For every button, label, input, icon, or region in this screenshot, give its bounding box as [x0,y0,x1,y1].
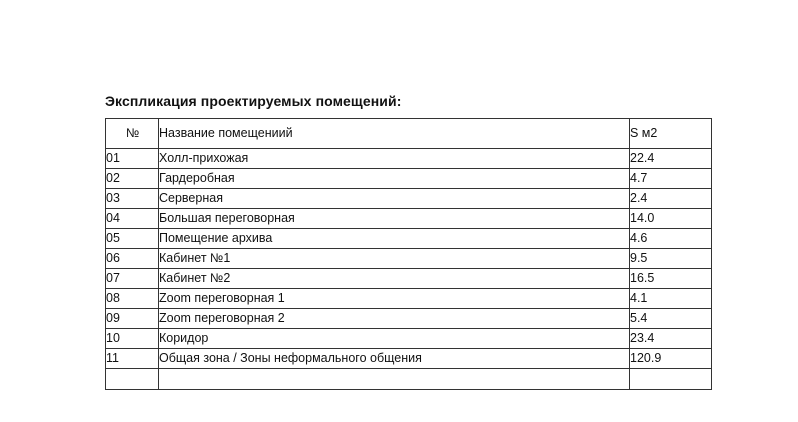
room-name: Коридор [159,329,630,349]
table-row [106,149,712,169]
room-area: 120.9 [630,349,712,369]
room-name: Общая зона / Зоны неформального общения [159,349,630,369]
room-area: 16.5 [630,269,712,289]
room-number: 03 [106,189,159,209]
table-row [106,189,712,209]
room-number: 09 [106,309,159,329]
room-name: Большая переговорная [159,209,630,229]
room-name [159,369,630,390]
table-row [106,309,712,329]
table-header-row [106,119,712,149]
document-title: Экспликация проектируемых помещений: [105,93,402,109]
room-name: Серверная [159,189,630,209]
room-name: Холл-прихожая [159,149,630,169]
room-name: Кабинет №1 [159,249,630,269]
room-number: 05 [106,229,159,249]
room-area: 4.7 [630,169,712,189]
header-number: № [106,119,159,149]
table-row-empty [106,369,712,390]
room-number: 02 [106,169,159,189]
room-area [630,369,712,390]
room-number: 06 [106,249,159,269]
room-area: 14.0 [630,209,712,229]
table-row [106,289,712,309]
room-area: 22.4 [630,149,712,169]
header-area: S м2 [630,119,712,149]
table-row [106,249,712,269]
table-row [106,329,712,349]
room-schedule-table [105,118,712,390]
table-row [106,169,712,189]
room-area: 5.4 [630,309,712,329]
room-area: 23.4 [630,329,712,349]
room-area: 4.6 [630,229,712,249]
room-number: 04 [106,209,159,229]
room-number: 10 [106,329,159,349]
room-name: Гардеробная [159,169,630,189]
room-area: 9.5 [630,249,712,269]
room-area: 2.4 [630,189,712,209]
table-row [106,209,712,229]
room-name: Помещение архива [159,229,630,249]
table-row [106,229,712,249]
room-number: 01 [106,149,159,169]
room-number: 11 [106,349,159,369]
room-name: Zoom переговорная 1 [159,289,630,309]
room-name: Zoom переговорная 2 [159,309,630,329]
room-number: 07 [106,269,159,289]
room-area: 4.1 [630,289,712,309]
table-row [106,349,712,369]
room-number: 08 [106,289,159,309]
header-room-name: Название помещениий [159,119,630,149]
room-name: Кабинет №2 [159,269,630,289]
table-row [106,269,712,289]
room-number [106,369,159,390]
